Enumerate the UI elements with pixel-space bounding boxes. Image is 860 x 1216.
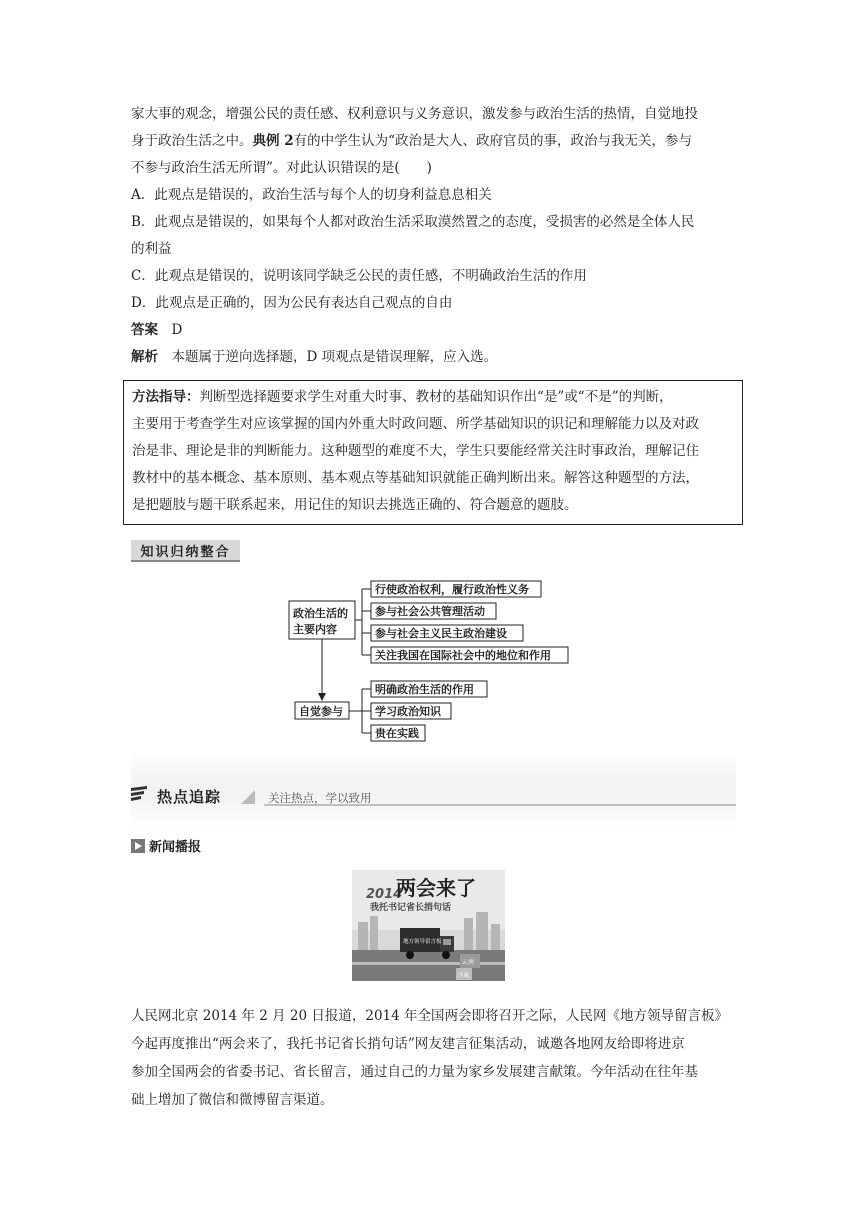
image-title: 两会来了 [396,876,476,900]
image-subtitle: 我托书记省长捎句话 [370,903,452,913]
sign-label: 云南 [462,959,475,966]
news-line: 今起再度推出“两会来了，我托书记省长捎句话”网友建言征集活动，诚邀各地网友给即将进京 [131,1036,685,1052]
news-heading [131,836,201,855]
option-c: C．此观点是错误的，说明该同学缺乏公民的责任感，不明确政治生活的作用 [131,268,587,284]
option-b: B．此观点是错误的，如果每个人都对政治生活采取漠然置之的态度，受损害的必然是全体人民 [131,214,695,230]
down-arrow-icon [318,693,326,701]
example-label: 典例 2 [252,133,294,149]
option-b-continued: 的利益 [131,241,172,257]
root-item-label: 参与社会主义民主政治建设 [375,627,507,640]
corner-triangle-icon [241,790,255,804]
second-node-label: 自觉参与 [299,705,343,718]
question-line: 身于政治生活之中。典例 2有的中学生认为“政治是大人、政府官员的事，政治与我无关，参与 [131,133,692,149]
news-line: 础上增加了微信和微博留言渠道。 [131,1092,334,1108]
method-line: 主要用于考查学生对应该掌握的国内外重大时政问题、所学基础知识的识记和理解能力以及对政 [132,416,699,432]
question-line: 不参与政治生活无所谓”。对此认识错误的是( ) [131,160,432,176]
second-item-label: 学习政治知识 [375,705,441,718]
play-triangle-icon [131,839,145,853]
answer-label: 答案 [131,322,158,338]
second-item-label: 贵在实践 [375,727,419,740]
hot-topics-banner [131,750,736,828]
answer-value: D [171,322,183,338]
news-line: 参加全国两会的省委书记、省长留言，通过自己的力量为家乡发展建言献策。今年活动在往年基 [131,1064,698,1080]
knowledge-section-title: 知识归纳整合 [131,540,240,562]
root-item-label: 行使政治权利，履行政治性义务 [375,583,529,596]
news-line: 人民网北京 2014 年 2 月 20 日报道，2014 年全国两会即将召开之际，人民网《地方领导留言板》 [131,1008,729,1024]
option-a: A．此观点是错误的，政治生活与每个人的切身利益息息相关 [131,187,492,203]
root-node-label: 主要内容 [293,623,337,636]
analysis-label: 解析 [131,349,158,365]
analysis-text: 本题属于逆向选择题，D 项观点是错误理解，应入选。 [171,349,498,365]
news-image [352,870,505,981]
stripes-icon [131,786,151,804]
hot-topics-title: 热点追踪 [157,788,222,806]
method-line: 教材中的基本概念、基本原则、基本观点等基础知识就能正确判断出来。解答这种题型的方法， [132,470,699,486]
truck-text: 地方领导留言板 [403,939,442,945]
method-line: 判断型选择题要求学生对重大时事、教材的基础知识作出“是”或“不是”的判断， [199,389,673,405]
hot-topics-subtitle: 关注热点，学以致用 [268,791,372,805]
second-item-label: 明确政治生活的作用 [375,683,474,696]
root-item-label: 参与社会公共管理活动 [375,605,485,618]
news-heading-label: 新闻播报 [149,840,202,855]
root-item-label: 关注我国在国际社会中的地位和作用 [375,649,551,662]
sign-label: 西藏 [458,973,470,979]
method-line: 治是非、理论是非的判断能力。这种题型的难度不大，学生只要能经常关注时事政治，理解记住 [132,443,699,459]
image-year: 2014 [366,887,403,902]
root-node-label: 政治生活的 [293,607,348,620]
news-body [131,1002,736,1114]
method-line: 是把题肢与题干联系起来，用记住的知识去挑选正确的、符合题意的题肢。 [132,497,578,513]
method-label: 方法指导： [132,389,200,405]
question-line: 家大事的观念，增强公民的责任感、权利意识与义务意识，激发参与政治生活的热情，自觉地投 [131,106,698,122]
option-d: D．此观点是正确的，因为公民有表达自己观点的自由 [131,295,453,311]
